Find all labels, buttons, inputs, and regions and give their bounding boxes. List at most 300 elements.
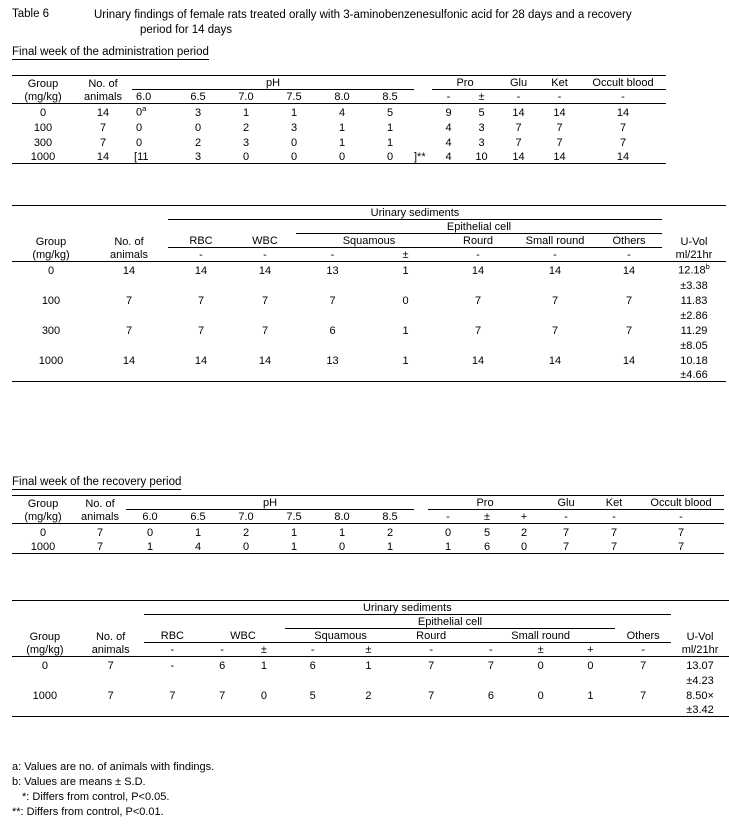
cell-ph-6.0-val: 0 <box>136 106 143 119</box>
cell-glu: 7 <box>515 121 522 134</box>
cell-group: 300 <box>41 324 61 337</box>
cell-squamous-minus: 6 <box>309 659 316 672</box>
cell-wbc: 7 <box>261 324 269 337</box>
cell-wbc-minus: 6 <box>219 659 226 672</box>
caption-line-1: Urinary findings of female rats treated orally with 3-aminobenzenesulfonic acid for 28 days and a recovery <box>94 9 632 21</box>
table-3-header-row-2 <box>12 510 724 524</box>
cell-occult: 7 <box>619 136 627 149</box>
th-ph-8.0: 8.0 <box>318 510 366 524</box>
cell-others: 7 <box>625 294 633 307</box>
cell-small-round-minus: 6 <box>487 689 494 702</box>
cell-blank <box>12 367 662 382</box>
cell-pro-minus: 1 <box>428 539 468 554</box>
th-gap <box>414 496 428 510</box>
cell-ph-6.0: 1 <box>126 539 174 554</box>
th-glu-minus: - <box>498 90 539 104</box>
cell-ph-6.0: 0 <box>136 121 143 134</box>
cell-animals: 7 <box>107 659 114 672</box>
th-pro: Pro <box>432 76 498 90</box>
cell-uvol: 8.50× <box>686 689 714 702</box>
th-ph: pH <box>126 496 414 510</box>
th-group: Group <box>12 76 74 90</box>
cell-uvol: 11.29 <box>680 324 708 337</box>
footnote-double-star: **: Differs from control, P<0.01. <box>12 806 164 818</box>
table-2-header-row-1 <box>12 206 726 220</box>
cell-blank <box>12 277 662 292</box>
cell-uvol-sd: ±4.23 <box>686 674 714 687</box>
cell-ph-7.5: 1 <box>290 106 298 119</box>
th-animals: No. of <box>74 496 126 510</box>
table-row <box>12 292 726 307</box>
bracket-open: [ <box>134 151 138 164</box>
table-4-header-row-3 <box>12 629 729 643</box>
cell-gap <box>414 539 428 554</box>
cell-small-round: 7 <box>551 324 559 337</box>
table-row <box>12 262 726 277</box>
th-gap <box>414 76 432 90</box>
th-ph-8.5: 8.5 <box>366 510 414 524</box>
cell-animals: 14 <box>122 264 136 277</box>
cell-uvol-sd: ±3.42 <box>671 702 729 717</box>
cell-group: 0 <box>39 106 47 119</box>
cell-ph-7.0: 2 <box>242 526 250 539</box>
cell-uvol-sd: ±4.66 <box>662 367 726 382</box>
th-occult: Occult blood <box>580 76 666 90</box>
footnote-star: *: Differs from control, P<0.05. <box>22 791 170 803</box>
cell-uvol-sd: ±2.86 <box>680 309 708 322</box>
th-blank-4 <box>168 220 234 234</box>
th-squamous-pm: ± <box>369 248 442 262</box>
th-animals: No. of <box>74 76 132 90</box>
table-row-sd <box>12 672 729 687</box>
cell-wbc-minus: 7 <box>219 689 226 702</box>
cell-occult: 7 <box>619 121 627 134</box>
cell-squamous-minus: 5 <box>309 689 316 702</box>
cell-squamous-pm: 1 <box>402 354 409 367</box>
table-caption <box>0 0 729 38</box>
cell-round: 14 <box>471 264 485 277</box>
table-1-wrap <box>0 75 666 164</box>
cell-ph-6.0 <box>132 104 174 119</box>
table-2-sediments-admin <box>12 205 726 382</box>
cell-pro-pm: 3 <box>478 136 485 149</box>
cell-ph-8.0: 1 <box>338 526 346 539</box>
footnote-a: a: Values are no. of animals with findings. <box>12 761 215 773</box>
cell-glu: 7 <box>562 526 570 539</box>
cell-ph-8.5-val: 0 <box>386 151 394 164</box>
th-small-round-minus: - <box>514 248 596 262</box>
cell-group: 0 <box>41 659 48 672</box>
th-blank <box>12 601 144 615</box>
cell-ph-6.5: 0 <box>194 121 202 134</box>
th-wbc-pm: ± <box>243 643 285 657</box>
th-ph-7.0: 7.0 <box>222 510 270 524</box>
th-round: Rourd <box>396 629 466 643</box>
th-ket-minus: - <box>539 90 580 104</box>
caption-line-2: period for 14 days <box>140 24 233 36</box>
cell-squamous-pm: 2 <box>365 689 372 702</box>
cell-group: 100 <box>33 121 53 134</box>
section-admin-heading: Final week of the administration period <box>12 46 209 58</box>
cell-uvol: 13.07 <box>686 659 714 672</box>
th-group-unit: (mg/kg) <box>12 248 90 262</box>
table-2-header-row-4 <box>12 248 726 262</box>
th-ph: pH <box>132 76 414 90</box>
cell-small-round-plus: 0 <box>587 659 594 672</box>
cell-ph-7.0: 0 <box>222 539 270 554</box>
cell-animals: 14 <box>122 354 136 367</box>
cell-ph-6.5: 3 <box>174 149 222 164</box>
th-pro-pm: ± <box>468 510 506 524</box>
cell-pro-pm: 5 <box>478 106 485 119</box>
th-animals: No. of <box>114 235 144 248</box>
cell-ket: 7 <box>590 539 638 554</box>
cell-squamous-minus: 13 <box>326 354 339 367</box>
cell-squamous-minus: 13 <box>326 264 339 277</box>
cell-group: 1000 <box>12 539 74 554</box>
th-wbc: WBC <box>201 629 285 643</box>
th-occult-minus: - <box>580 90 666 104</box>
cell-wbc: 14 <box>258 354 272 367</box>
th-round-minus: - <box>396 643 466 657</box>
cell-round: 7 <box>428 659 435 672</box>
cell-pro-plus: 2 <box>520 526 528 539</box>
table-row <box>12 657 729 672</box>
cell-ket: 7 <box>556 121 563 134</box>
cell-uvol-val: 12.18 <box>678 264 706 277</box>
cell-ph-7.5: 0 <box>270 149 318 164</box>
th-ph-8.0: 8.0 <box>318 90 366 104</box>
cell-wbc-pm: 1 <box>260 659 267 672</box>
th-small-round-plus: + <box>566 643 616 657</box>
th-blank-6 <box>662 220 726 234</box>
th-small-round-pm: ± <box>516 643 566 657</box>
cell-blank <box>12 337 662 352</box>
th-blank-2 <box>671 601 729 615</box>
table-3-urinalysis-recovery <box>12 495 724 554</box>
cell-group: 1000 <box>12 149 74 164</box>
th-animals-2: animals <box>90 248 168 262</box>
cell-round: 14 <box>471 354 485 367</box>
cell-ph-8.5: 2 <box>386 526 394 539</box>
cell-ph-6.5: 4 <box>174 539 222 554</box>
caption-text <box>94 8 719 38</box>
th-blank-5 <box>615 615 671 629</box>
table-2-header-row-2 <box>12 220 726 234</box>
cell-ket: 7 <box>610 526 618 539</box>
table-row <box>12 134 666 149</box>
cell-ph-6.0: 0 <box>146 526 154 539</box>
th-rbc-minus: - <box>144 643 202 657</box>
th-pro-minus: - <box>428 510 468 524</box>
footnote-marker-b: b <box>705 262 710 271</box>
th-group: Group <box>35 235 67 248</box>
cell-glu: 7 <box>515 136 522 149</box>
cell-pro-pm: 3 <box>478 121 485 134</box>
th-others: Others <box>596 234 662 248</box>
th-ph-6.0: 6.0 <box>126 510 174 524</box>
th-occult-minus: - <box>638 510 724 524</box>
cell-ket: 14 <box>553 106 566 119</box>
table-4-sediments-recovery <box>12 600 729 717</box>
table-3-header-row-1 <box>12 496 724 510</box>
cell-animals: 14 <box>96 106 110 119</box>
cell-group: 0 <box>39 526 47 539</box>
th-squamous-minus: - <box>285 643 341 657</box>
cell-pro-pm: 5 <box>483 526 491 539</box>
cell-gap <box>414 524 428 539</box>
cell-blank <box>12 702 671 717</box>
cell-squamous-pm: 1 <box>402 324 409 337</box>
th-glu: Glu <box>498 76 539 90</box>
section-recovery-heading-wrap <box>0 468 181 494</box>
th-wbc: WBC <box>234 234 296 248</box>
table-row-sd <box>12 277 726 292</box>
th-pro: Pro <box>428 496 542 510</box>
th-others-minus: - <box>615 643 671 657</box>
th-ket: Ket <box>539 76 580 90</box>
cell-pro-minus: 4 <box>445 136 452 149</box>
cell-ph-8.0: 0 <box>318 539 366 554</box>
th-rbc: RBC <box>144 629 202 643</box>
cell-rbc: 7 <box>197 294 205 307</box>
cell-round: 7 <box>474 294 482 307</box>
cell-animals: 14 <box>74 149 132 164</box>
table-row-sd <box>12 702 729 717</box>
th-group: Group <box>29 630 61 643</box>
th-blank-3 <box>12 615 144 629</box>
th-ph-6.0: 6.0 <box>132 90 174 104</box>
th-ket: Ket <box>590 496 638 510</box>
th-epithelial-cell: Epithelial cell <box>296 220 662 234</box>
th-uvol-unit: ml/21hr <box>671 643 729 657</box>
cell-ph-7.0: 0 <box>222 149 270 164</box>
cell-ph-8.5: 1 <box>366 539 414 554</box>
cell-pro-minus: 4 <box>432 149 465 164</box>
cell-rbc: - <box>170 659 175 672</box>
th-pro-plus: + <box>506 510 542 524</box>
cell-pro-pm: 10 <box>465 149 498 164</box>
cell-glu: 14 <box>512 106 525 119</box>
table-4-header-row-4 <box>12 643 729 657</box>
cell-group: 300 <box>33 136 53 149</box>
cell-animals: 7 <box>107 689 114 702</box>
th-small-round-minus: - <box>466 643 516 657</box>
cell-ph-8.0: 1 <box>338 136 346 149</box>
th-group-unit: (mg/kg) <box>12 90 74 104</box>
table-1-urinalysis-admin <box>12 75 666 164</box>
th-animals-2: animals <box>74 90 132 104</box>
section-admin-heading-wrap <box>0 38 729 64</box>
th-pro-minus: - <box>432 90 465 104</box>
th-animals-2: animals <box>78 643 144 657</box>
cell-ph-8.5: 5 <box>386 106 394 119</box>
cell-uvol-sd: ±3.38 <box>680 279 708 292</box>
cell-small-round-pm: 0 <box>537 659 544 672</box>
table-row-sd <box>12 337 726 352</box>
cell-others: 7 <box>640 659 647 672</box>
th-urinary-sediments: Urinary sediments <box>168 206 662 220</box>
cell-ph-8.0: 4 <box>338 106 346 119</box>
cell-squamous-minus: 7 <box>329 294 336 307</box>
cell-ph-7.5: 3 <box>290 121 298 134</box>
th-blank <box>12 206 168 220</box>
cell-rbc: 14 <box>194 354 208 367</box>
caption-label: Table 6 <box>12 8 50 20</box>
cell-group: 0 <box>47 264 55 277</box>
th-squamous: Squamous <box>285 629 397 643</box>
cell-wbc: 7 <box>261 294 269 307</box>
cell-occult: 7 <box>638 539 724 554</box>
cell-ph-8.0: 0 <box>318 149 366 164</box>
table-row <box>12 104 666 119</box>
table-4-header-row-2 <box>12 615 729 629</box>
cell-occult: 14 <box>616 106 630 119</box>
table-4-wrap <box>0 600 729 717</box>
cell-small-round: 7 <box>551 294 559 307</box>
cell-ph-6.0-val: 11 <box>137 151 149 164</box>
th-blank-2 <box>662 206 726 220</box>
cell-gap <box>414 119 432 134</box>
cell-animals: 7 <box>125 324 133 337</box>
th-urinary-sediments: Urinary sediments <box>144 601 672 615</box>
cell-ph-6.0 <box>132 149 174 164</box>
footnote-b: b: Values are means ± S.D. <box>12 776 146 788</box>
th-small-round: Small round <box>514 234 596 248</box>
cell-blank <box>12 307 662 322</box>
cell-group: 1000 <box>32 689 58 702</box>
th-ph-6.5: 6.5 <box>174 90 222 104</box>
cell-ph-7.0: 3 <box>242 136 250 149</box>
cell-small-round: 14 <box>548 264 562 277</box>
th-round: Rourd <box>442 234 514 248</box>
th-small-round: Small round <box>466 629 615 643</box>
table-row-sd <box>12 367 726 382</box>
cell-others: 14 <box>622 264 636 277</box>
th-ph-7.5: 7.5 <box>270 510 318 524</box>
th-squamous-pm: ± <box>341 643 397 657</box>
table-row <box>12 524 724 539</box>
cell-uvol <box>662 262 726 277</box>
cell-small-round-pm: 0 <box>537 689 544 702</box>
cell-pro-minus: 0 <box>444 526 452 539</box>
th-ph-8.5: 8.5 <box>366 90 414 104</box>
th-occult: Occult blood <box>638 496 724 510</box>
cell-group: 100 <box>41 294 61 307</box>
cell-rbc: 14 <box>194 264 208 277</box>
table-2-header-row-3 <box>12 234 726 248</box>
th-squamous: Squamous <box>296 234 442 248</box>
th-animals: No. of <box>95 630 126 643</box>
th-round-minus: - <box>442 248 514 262</box>
cell-others: 14 <box>622 354 636 367</box>
th-gap-2 <box>414 90 432 104</box>
table-row <box>12 687 729 702</box>
th-uvol-unit: ml/21hr <box>662 248 726 262</box>
cell-uvol: 11.83 <box>680 294 708 307</box>
th-ph-7.0: 7.0 <box>222 90 270 104</box>
cell-pro-pm: 6 <box>468 539 506 554</box>
cell-ph-6.5: 3 <box>194 106 202 119</box>
cell-pro-minus: 9 <box>445 106 452 119</box>
cell-ket: 7 <box>556 136 563 149</box>
cell-group: 1000 <box>38 354 64 367</box>
cell-animals: 7 <box>74 539 126 554</box>
cell-ph-6.5: 1 <box>194 526 202 539</box>
th-blank-3 <box>12 220 168 234</box>
table-row <box>12 322 726 337</box>
cell-ph-8.5 <box>366 149 414 164</box>
cell-ph-6.0: 0 <box>136 136 143 149</box>
cell-ph-6.5: 2 <box>194 136 202 149</box>
th-animals-2: animals <box>74 510 126 524</box>
cell-uvol-sd: ±8.05 <box>680 339 708 352</box>
cell-gap <box>414 104 432 119</box>
th-uvol: U-Vol <box>680 235 708 248</box>
th-rbc-minus: - <box>168 248 234 262</box>
cell-ph-8.5: 1 <box>386 136 394 149</box>
table-row <box>12 352 726 367</box>
table-3-wrap <box>0 495 724 554</box>
cell-pro-minus: 4 <box>445 121 452 134</box>
cell-squamous-minus: 6 <box>329 324 336 337</box>
cell-rbc: 7 <box>197 324 205 337</box>
footnote-marker-a: a <box>142 104 147 113</box>
th-uvol: U-Vol <box>686 630 714 643</box>
cell-ket: 14 <box>539 149 580 164</box>
th-ph-6.5: 6.5 <box>174 510 222 524</box>
th-epithelial-cell: Epithelial cell <box>285 615 615 629</box>
cell-animals: 7 <box>125 294 133 307</box>
cell-ph-7.0: 1 <box>242 106 250 119</box>
cell-ph-7.5: 0 <box>290 136 298 149</box>
cell-glu: 14 <box>498 149 539 164</box>
cell-ph-8.5: 1 <box>386 121 394 134</box>
th-glu: Glu <box>542 496 590 510</box>
cell-occult: 7 <box>677 526 685 539</box>
th-wbc-minus: - <box>201 643 243 657</box>
cell-occult: 14 <box>580 149 666 164</box>
cell-small-round-minus: 7 <box>487 659 494 672</box>
th-glu-minus: - <box>542 510 590 524</box>
th-ph-7.5: 7.5 <box>270 90 318 104</box>
th-gap-2 <box>414 510 428 524</box>
cell-rbc: 7 <box>169 689 176 702</box>
cell-squamous-pm: 1 <box>365 659 372 672</box>
th-ket-minus: - <box>590 510 638 524</box>
cell-ph-7.5: 1 <box>290 526 298 539</box>
cell-others: 7 <box>625 324 633 337</box>
cell-wbc-pm: 0 <box>260 689 267 702</box>
table-1-header-row-1 <box>12 76 666 90</box>
cell-ph-7.5: 1 <box>270 539 318 554</box>
th-others-minus: - <box>596 248 662 262</box>
table-row-sd <box>12 307 726 322</box>
th-blank-4 <box>144 615 285 629</box>
footnotes <box>12 760 214 820</box>
cell-others: 7 <box>640 689 647 702</box>
cell-animals: 7 <box>99 136 107 149</box>
cell-glu: 7 <box>542 539 590 554</box>
th-rbc: RBC <box>168 234 234 248</box>
table-2-wrap <box>0 205 726 382</box>
table-row <box>12 149 666 164</box>
cell-round: 7 <box>474 324 482 337</box>
table-4-header-row-1 <box>12 601 729 615</box>
cell-squamous-pm: 1 <box>402 264 409 277</box>
th-wbc-minus: - <box>234 248 296 262</box>
cell-wbc: 14 <box>258 264 272 277</box>
